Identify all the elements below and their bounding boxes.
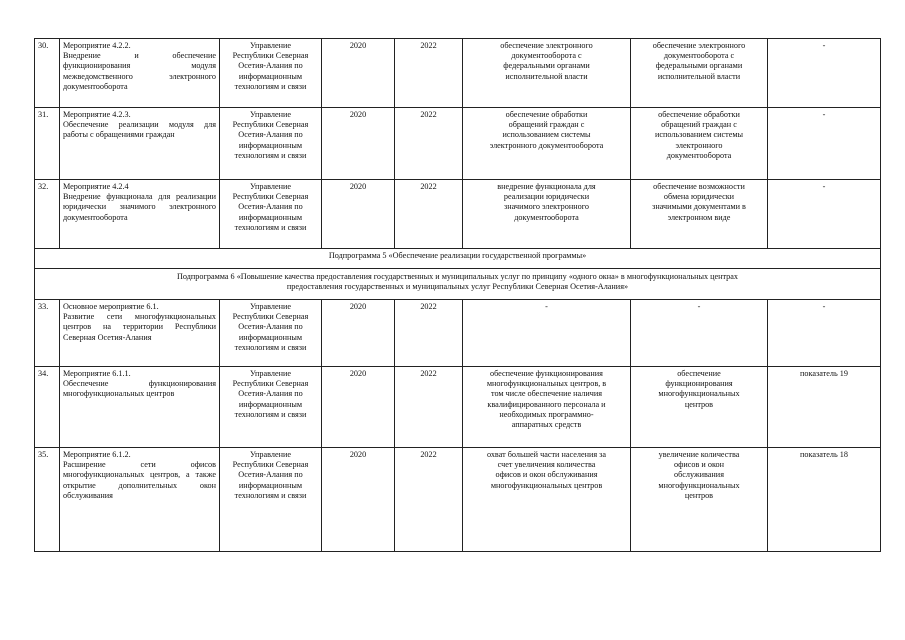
measure-name <box>60 367 220 448</box>
consequence <box>631 300 768 367</box>
consequence <box>631 39 768 108</box>
consequence-line: центров <box>684 490 714 500</box>
measures-table <box>34 38 881 552</box>
measure-name-line: Мероприятие 4.2.3. <box>63 110 131 119</box>
expected-result-line: обеспечение электронного <box>500 41 593 50</box>
indicator: - <box>768 108 881 180</box>
expected-result-line: значимого электронного <box>504 202 589 212</box>
measure-name-line: Внедрение функционала для реализации юридически значимого электронного документооборота <box>63 192 216 222</box>
table-row <box>35 448 881 552</box>
subprogram-6-title <box>35 269 881 300</box>
end-year: 2022 <box>395 180 463 249</box>
consequence-line: обеспечение электронного <box>652 41 746 50</box>
executor <box>220 367 322 448</box>
executor-line: информационным <box>238 480 303 490</box>
consequence-line: значимыми документами в <box>652 202 746 212</box>
expected-result <box>463 180 631 249</box>
row-number: 30. <box>35 39 60 108</box>
measure-name <box>60 39 220 108</box>
executor-line: технологиям и связи <box>234 222 307 232</box>
consequence-line: офисов и окон <box>674 460 724 470</box>
executor-line: Республики Северная <box>232 51 309 61</box>
row-number: 32. <box>35 180 60 249</box>
measure-name-line: Мероприятие 4.2.2. <box>63 41 131 50</box>
executor-line: Республики Северная <box>232 312 309 322</box>
expected-result-line: необходимых программно- <box>499 409 594 419</box>
expected-result <box>463 300 631 367</box>
expected-result <box>463 39 631 108</box>
executor-line: технологиям и связи <box>234 409 307 419</box>
measure-name-line: Мероприятие 4.2.4 <box>63 182 129 191</box>
end-year: 2022 <box>395 367 463 448</box>
measure-name <box>60 300 220 367</box>
start-year: 2020 <box>322 39 395 108</box>
measure-name-line: Обеспечение функционирования многофункциональных центров <box>63 379 216 399</box>
executor-line: технологиям и связи <box>234 490 307 500</box>
table-row <box>35 367 881 448</box>
executor-line: Управление <box>249 450 292 459</box>
executor-line: Управление <box>249 182 292 191</box>
executor-line: технологиям и связи <box>234 150 307 160</box>
executor <box>220 300 322 367</box>
expected-result-line: реализации юридически <box>503 192 590 202</box>
expected-result-line: охват большей части населения за <box>486 450 607 459</box>
measure-name-line: Расширение сети офисов многофункциональных центров, а также открытие дополнительных окон обслуживания <box>63 460 216 500</box>
expected-result <box>463 448 631 552</box>
executor-line: технологиям и связи <box>234 342 307 352</box>
executor <box>220 180 322 249</box>
expected-result <box>463 367 631 448</box>
consequence-line: обеспечение <box>677 369 721 378</box>
expected-result-line: офисов и окон обслуживания <box>495 470 598 480</box>
expected-result-line: электронного документооборота <box>489 140 604 150</box>
executor <box>220 39 322 108</box>
executor <box>220 108 322 180</box>
measure-name <box>60 108 220 180</box>
subprogram-6-title-line: предоставления государственных и муниципальных услуг Республики Северная Осетия-Алания» <box>286 282 629 292</box>
consequence-line: исполнительной власти <box>657 71 741 81</box>
consequence-line: электронном виде <box>667 212 731 222</box>
consequence-line: электронного <box>675 140 723 150</box>
consequence <box>631 448 768 552</box>
consequence-line: обращений граждан с <box>661 120 737 130</box>
consequence-line: - <box>697 302 701 311</box>
expected-result-line: счет увеличения количества <box>497 460 596 470</box>
subprogram-6-title-line: Подпрограмма 6 «Повышение качества предоставления государственных и муниципальных услуг по принципу «одного окна» в многофункциональных центрах <box>176 272 738 281</box>
executor-line: Управление <box>249 110 292 119</box>
table-row <box>35 108 881 180</box>
table-row <box>35 39 881 108</box>
expected-result-line: том числе обеспечение наличия <box>491 389 602 399</box>
indicator: - <box>768 180 881 249</box>
consequence <box>631 180 768 249</box>
executor-line: Республики Северная <box>232 192 309 202</box>
expected-result-line: обеспечение функционирования <box>490 369 603 378</box>
executor-line: Управление <box>249 369 292 378</box>
expected-result-line: обеспечение обработки <box>505 110 588 119</box>
executor-line: информационным <box>238 71 303 81</box>
measure-name-line: Мероприятие 6.1.1. <box>63 369 131 378</box>
consequence <box>631 367 768 448</box>
consequence-line: федеральными органами <box>655 61 743 71</box>
executor-line: Республики Северная <box>232 460 309 470</box>
end-year: 2022 <box>395 108 463 180</box>
end-year: 2022 <box>395 300 463 367</box>
expected-result-line: аппаратных средств <box>511 420 582 430</box>
executor-line: Осетия-Алания по <box>238 389 303 399</box>
executor-line: информационным <box>238 140 303 150</box>
executor-line: Управление <box>249 302 292 311</box>
expected-result-line: - <box>545 302 548 311</box>
consequence-line: функционирования <box>665 379 733 389</box>
consequence <box>631 108 768 180</box>
expected-result-line: многофункциональных центров, в <box>486 379 607 389</box>
subprogram-5-title: Подпрограмма 5 «Обеспечение реализации государственной программы» <box>35 249 881 269</box>
executor-line: Осетия-Алания по <box>238 130 303 140</box>
indicator: показатель 19 <box>768 367 881 448</box>
end-year: 2022 <box>395 39 463 108</box>
measure-name-line: Внедрение и обеспечение функционирования модуля межведомственного электронного документооборота <box>63 51 216 91</box>
consequence-line: обслуживания <box>674 470 724 480</box>
executor-line: информационным <box>238 212 303 222</box>
expected-result <box>463 108 631 180</box>
row-number: 35. <box>35 448 60 552</box>
expected-result-line: документооборота с <box>511 51 582 61</box>
table-row <box>35 180 881 249</box>
start-year: 2020 <box>322 108 395 180</box>
measure-name <box>60 448 220 552</box>
executor-line: Осетия-Алания по <box>238 470 303 480</box>
consequence-line: обмена юридически <box>663 192 735 202</box>
consequence-line: обеспечение возможности <box>653 182 745 191</box>
start-year: 2020 <box>322 448 395 552</box>
executor-line: Республики Северная <box>232 120 309 130</box>
consequence-line: использованием системы <box>654 130 744 140</box>
consequence-line: документооборота <box>666 150 732 160</box>
indicator: - <box>768 300 881 367</box>
measure-name-line: Обеспечение реализации модуля для работы с обращениями граждан <box>63 120 216 140</box>
table-row <box>35 300 881 367</box>
expected-result-line: использованием системы <box>502 130 591 140</box>
executor-line: Осетия-Алания по <box>238 202 303 212</box>
measure-name <box>60 180 220 249</box>
executor-line: технологиям и связи <box>234 81 307 91</box>
expected-result-line: исполнительной власти <box>505 71 588 81</box>
consequence-line: документооборота с <box>663 51 735 61</box>
row-number: 31. <box>35 108 60 180</box>
expected-result-line: многофункциональных центров <box>490 480 603 490</box>
expected-result-line: федеральными органами <box>503 61 590 71</box>
indicator: показатель 18 <box>768 448 881 552</box>
measure-name-line: Мероприятие 6.1.2. <box>63 450 131 459</box>
consequence-line: многофункциональных <box>658 389 740 399</box>
row-number: 34. <box>35 367 60 448</box>
subprogram-row <box>35 249 881 269</box>
subprogram-row <box>35 269 881 300</box>
start-year: 2020 <box>322 367 395 448</box>
executor-line: Осетия-Алания по <box>238 322 303 332</box>
executor <box>220 448 322 552</box>
expected-result-line: квалифицированного персонала и <box>487 399 606 409</box>
executor-line: информационным <box>238 332 303 342</box>
measure-name-line: Развитие сети многофункциональных центров на территории Республики Северная Осетия-Алания <box>63 312 216 342</box>
consequence-line: увеличение количества <box>658 450 740 459</box>
measure-name-line: Основное мероприятие 6.1. <box>63 302 159 311</box>
consequence-line: многофункциональных <box>658 480 740 490</box>
executor-line: Управление <box>249 41 292 50</box>
start-year: 2020 <box>322 180 395 249</box>
end-year: 2022 <box>395 448 463 552</box>
indicator: - <box>768 39 881 108</box>
expected-result-line: внедрение функционала для <box>497 182 596 191</box>
executor-line: информационным <box>238 399 303 409</box>
executor-line: Республики Северная <box>232 379 309 389</box>
consequence-line: обеспечение обработки <box>658 110 740 119</box>
executor-line: Осетия-Алания по <box>238 61 303 71</box>
expected-result-line: документооборота <box>514 212 579 222</box>
expected-result-line: обращений граждан с <box>508 120 585 130</box>
start-year: 2020 <box>322 300 395 367</box>
consequence-line: центров <box>684 399 714 409</box>
row-number: 33. <box>35 300 60 367</box>
